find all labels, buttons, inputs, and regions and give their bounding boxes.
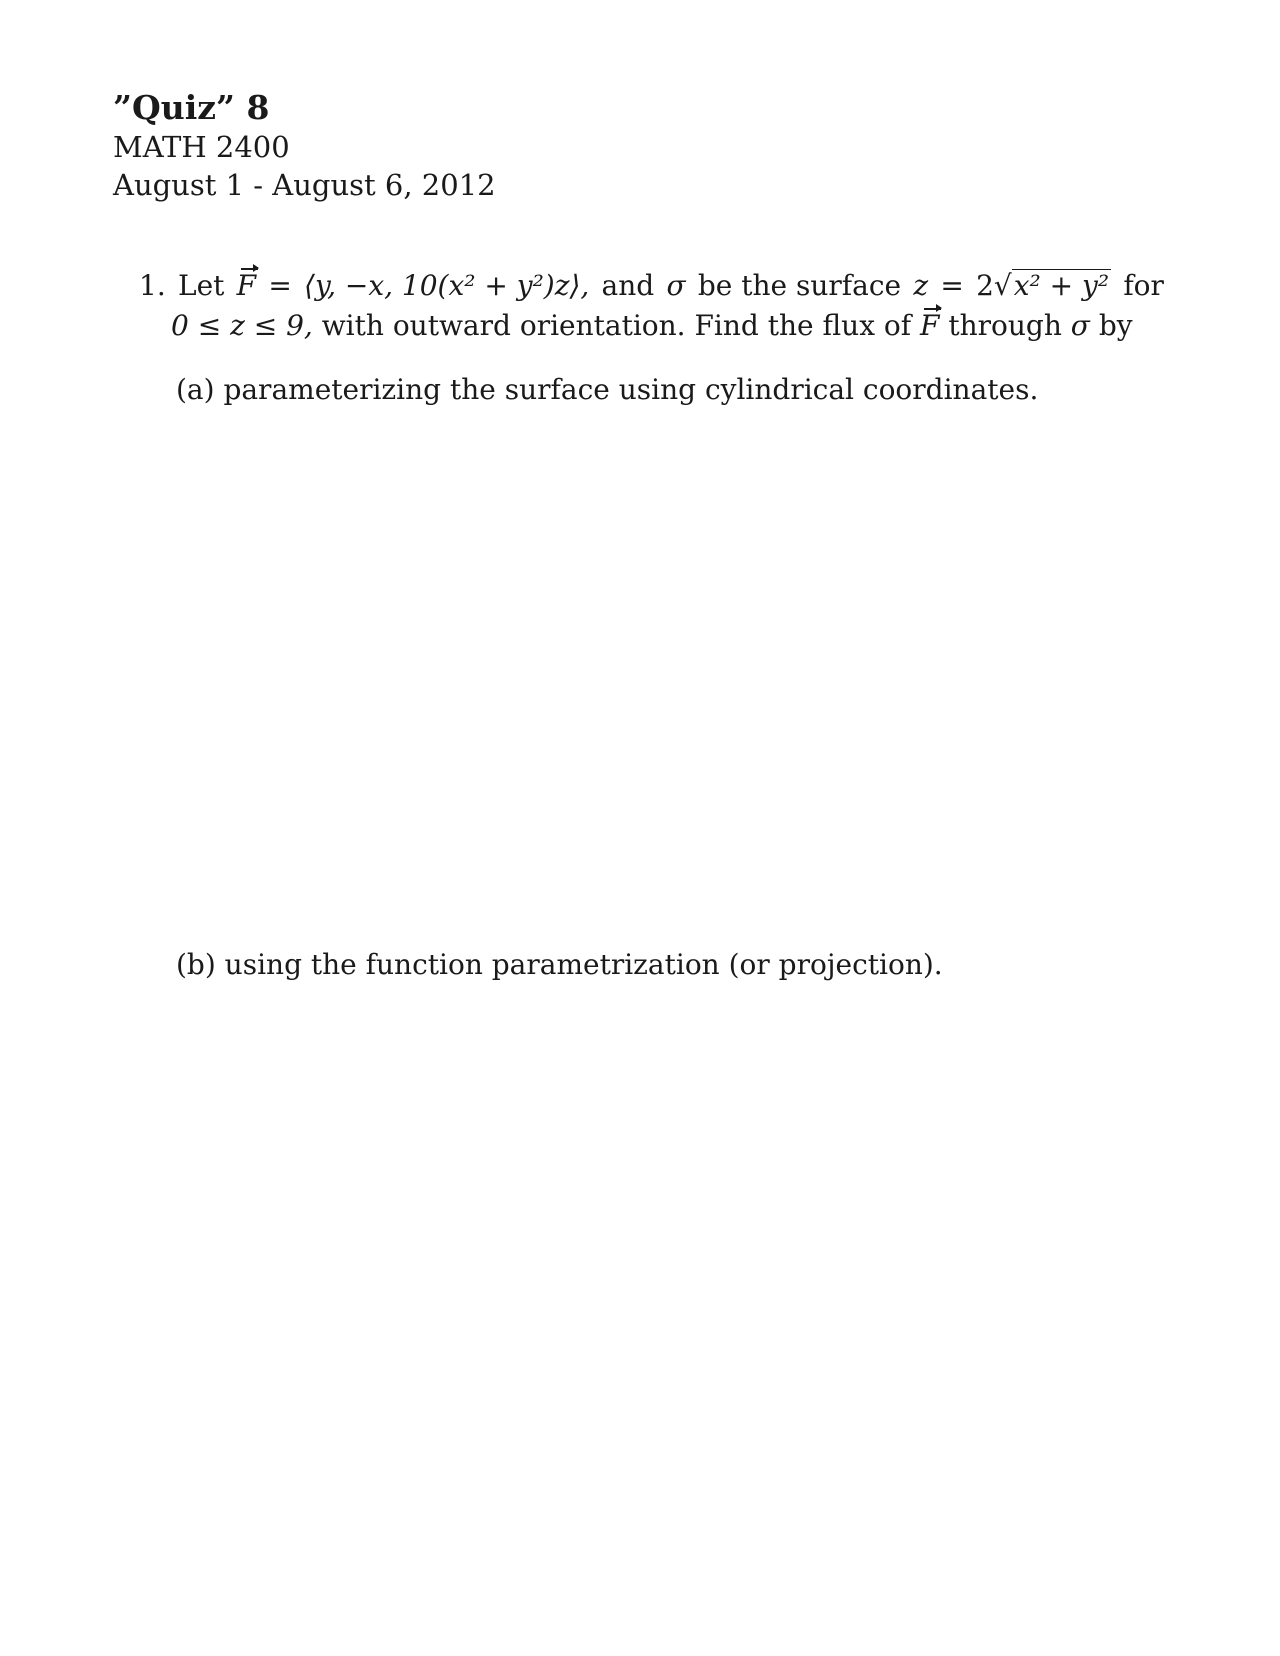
sigma-symbol: σ [666, 269, 686, 302]
part-b: (b) using the function parametrization (or projection). [176, 948, 943, 981]
sqrt-content: x² + y² [1013, 269, 1110, 302]
for-word: for [1123, 269, 1164, 302]
sigma-symbol-2: σ [1070, 309, 1090, 342]
orientation-text: with outward orientation. Find the flux of [321, 309, 912, 342]
coefficient: 2 [976, 269, 994, 302]
surface-equation: 2√x² + y² [976, 269, 1110, 302]
part-a: (a) parameterizing the surface using cylindrical coordinates. [176, 373, 1039, 406]
equals-sign-2: = [940, 269, 964, 302]
and-word: and [601, 269, 655, 302]
z-range: 0 ≤ z ≤ 9, [171, 309, 313, 342]
quiz-title: ”Quiz” 8 [113, 88, 270, 127]
by-word: by [1098, 309, 1133, 342]
through-word: through [948, 309, 1062, 342]
problem-statement-line-2 [139, 306, 1164, 346]
quiz-dates: August 1 - August 6, 2012 [113, 168, 496, 202]
problem-1 [139, 266, 1164, 346]
vector-field-symbol: F [237, 266, 256, 306]
problem-number: 1. [139, 269, 166, 302]
vector-field-value: ⟨y, −x, 10(x² + y²)z⟩, [304, 269, 590, 302]
equals-sign: = [268, 269, 292, 302]
quiz-header [113, 88, 496, 204]
vector-field-symbol-2: F [920, 306, 939, 346]
be-the-surface-text: be the surface [697, 269, 902, 302]
z-variable: z [913, 269, 929, 302]
course-code: MATH 2400 [113, 130, 290, 164]
problem-statement-line-1 [139, 266, 1164, 306]
let-word: Let [177, 269, 225, 302]
